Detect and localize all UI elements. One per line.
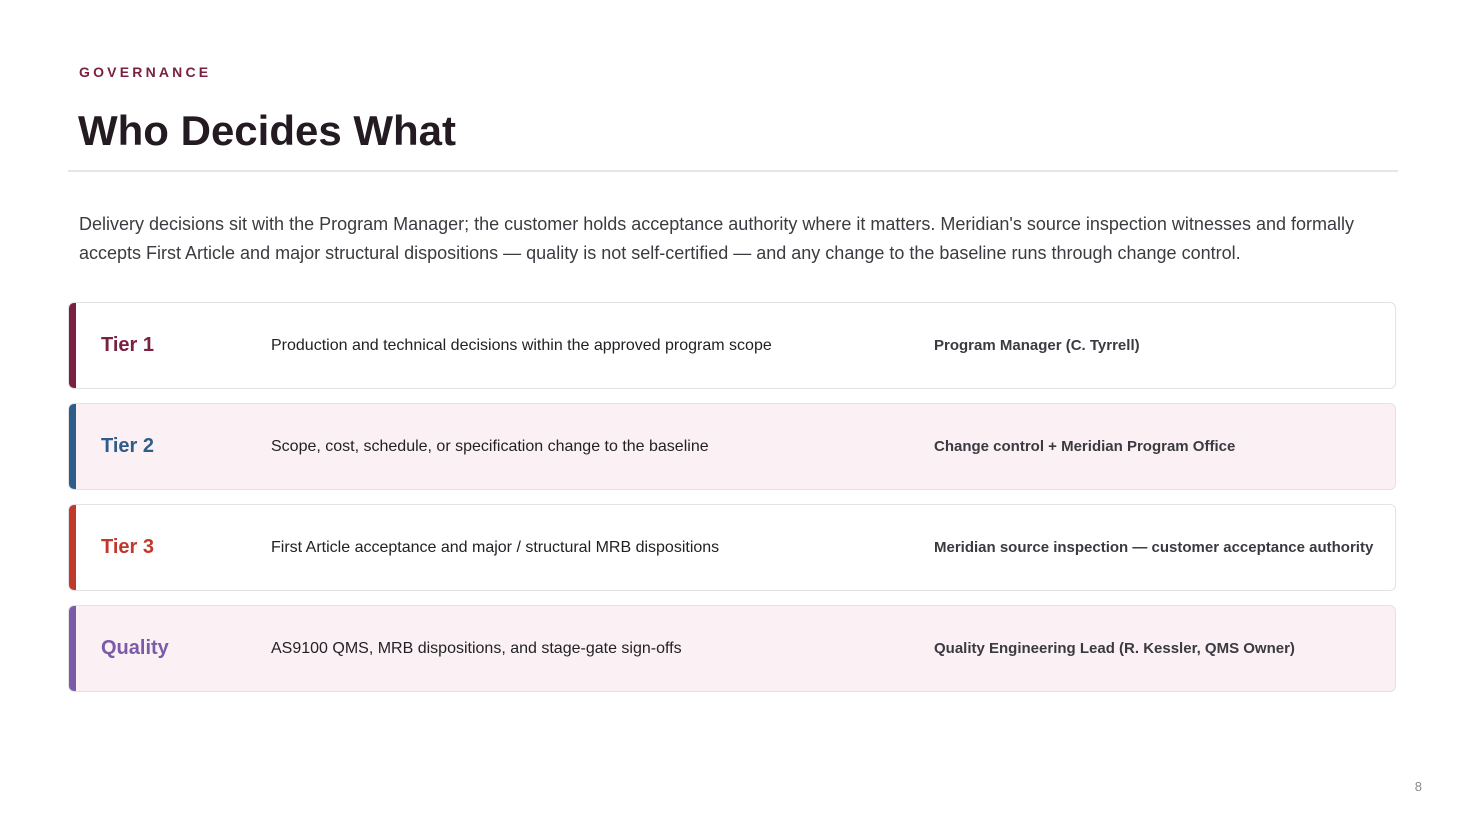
quality-accent-bar [69, 606, 76, 691]
tier-2-accent-bar [69, 404, 76, 489]
decision-scope: Scope, cost, schedule, or specification change to the baseline [271, 437, 709, 455]
section-kicker: GOVERNANCE [79, 64, 212, 80]
decision-row-quality [68, 605, 1396, 692]
decision-scope: AS9100 QMS, MRB dispositions, and stage-gate sign-offs [271, 639, 682, 657]
tier-label: Tier 2 [101, 435, 154, 457]
decision-scope: First Article acceptance and major / structural MRB dispositions [271, 538, 720, 556]
title-divider [68, 170, 1398, 172]
decision-owner: Meridian source inspection — customer acceptance authority [934, 539, 1374, 556]
tier-1-accent-bar [69, 303, 76, 388]
decision-owner: Quality Engineering Lead (R. Kessler, QMS Owner) [934, 640, 1295, 657]
intro-paragraph: Delivery decisions sit with the Program Manager; the customer holds acceptance authority where it matters. Meridian's source inspection witnesses and formally accepts First Article and major structural dispositions — quality is not self-certified — and any change to the baseline runs through change control. [79, 214, 1355, 263]
tier-label: Tier 3 [101, 536, 154, 558]
decision-owner: Change control + Meridian Program Office [934, 438, 1236, 455]
decision-row-tier-3 [68, 504, 1396, 591]
page-title: Who Decides What [78, 107, 457, 154]
decision-row-tier-1 [68, 302, 1396, 389]
decision-scope: Production and technical decisions within the approved program scope [271, 336, 772, 354]
page-number: 8 [1414, 779, 1422, 794]
tier-label: Tier 1 [101, 334, 154, 356]
decision-owner: Program Manager (C. Tyrrell) [934, 337, 1140, 354]
tier-label: Quality [101, 637, 169, 659]
tier-3-accent-bar [69, 505, 76, 590]
decision-row-tier-2 [68, 403, 1396, 490]
